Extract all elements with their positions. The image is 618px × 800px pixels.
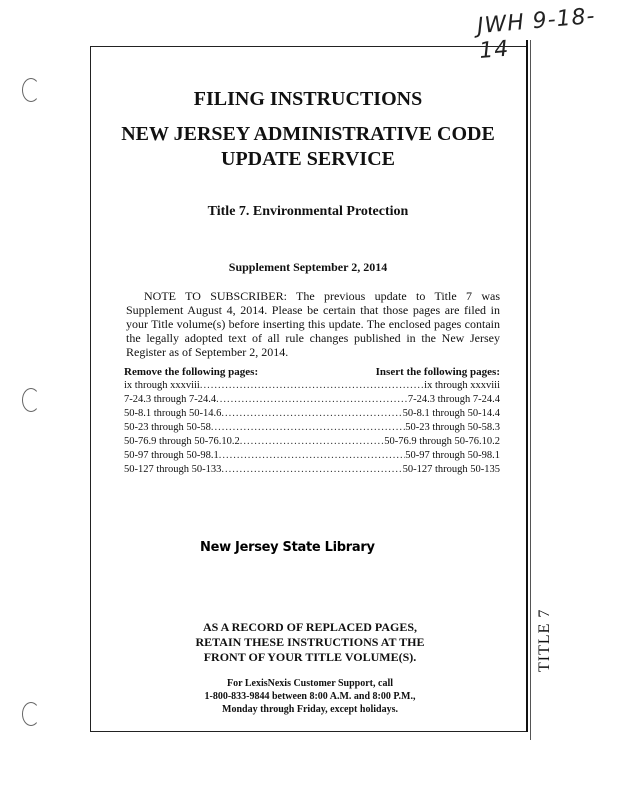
dot-leader [211,421,405,435]
insert-header: Insert the following pages: [375,366,500,378]
title-tab-label: TITLE 7 [536,608,553,672]
table-row [124,407,500,421]
insert-pages: 50-23 through 50-58.3 [405,422,500,433]
subtitle-line-1: NEW JERSEY ADMINISTRATIVE CODE [121,123,495,145]
remove-pages: 7-24.3 through 7-24.4 [124,394,217,405]
remove-pages: 50-23 through 50-58 [124,422,211,433]
support-line-2: 1-800-833-9844 between 8:00 A.M. and 8:00 P.M., [204,691,416,702]
insert-pages: ix through xxxviii [424,380,500,391]
dot-leader [240,435,384,449]
subtitle-line-2: UPDATE SERVICE [221,148,395,170]
remove-pages: 50-127 through 50-133 [124,464,222,475]
document-title: FILING INSTRUCTIONS [193,88,423,110]
record-line-3: FRONT OF YOUR TITLE VOLUME(S). [203,650,417,664]
table-row [124,449,500,463]
tab-divider [530,40,531,740]
table-row [124,421,500,435]
remove-pages: 50-8.1 through 50-14.6 [124,408,222,419]
insert-pages: 50-97 through 50-98.1 [405,450,500,461]
insert-pages: 7-24.3 through 7-24.4 [407,394,500,405]
library-stamp: New Jersey State Library [200,540,375,555]
remove-header: Remove the following pages: [124,366,259,378]
title-section: Title 7. Environmental Protection [207,204,409,219]
table-row [124,379,500,393]
record-notice [160,620,460,665]
supplement-date: Supplement September 2, 2014 [228,260,388,274]
note-text: NOTE TO SUBSCRIBER: The previous update to Title 7 was Supplement August 4, 2014. Please be certain that those pages are filed in your Title volume(s) before inserting this update. The enclosed pages contain the legally adopted text of all rule changes published in the New Jersey Register as of September 2, 2014. [126,289,500,359]
pages-table [124,365,500,477]
record-line-1: AS A RECORD OF REPLACED PAGES, [202,620,418,634]
dot-leader [221,463,402,477]
remove-pages: ix through xxxviii [124,380,200,391]
pages-table-header [124,365,500,379]
dot-leader [200,379,424,393]
handwritten-initials-date: JWH 9-18-14 [476,3,597,65]
insert-pages: 50-127 through 50-135 [402,464,500,475]
note-to-subscriber [126,289,500,359]
dot-leader [219,449,405,463]
dot-leader [221,407,402,421]
remove-pages: 50-76.9 through 50-76.10.2 [124,436,240,447]
page-right-border [526,40,528,732]
customer-support [140,677,480,716]
remove-pages: 50-97 through 50-98.1 [124,450,219,461]
dot-leader [216,393,408,407]
table-row [124,393,500,407]
table-row [124,435,500,449]
punch-hole-bottom [22,702,40,726]
punch-hole-middle [22,388,40,412]
insert-pages: 50-8.1 through 50-14.4 [402,408,500,419]
support-line-1: For LexisNexis Customer Support, call [226,678,393,689]
record-line-2: RETAIN THESE INSTRUCTIONS AT THE [195,635,425,649]
support-line-3: Monday through Friday, except holidays. [222,704,398,715]
insert-pages: 50-76.9 through 50-76.10.2 [384,436,500,447]
document-subtitle [90,122,526,172]
table-row [124,463,500,477]
punch-hole-top [22,78,40,102]
